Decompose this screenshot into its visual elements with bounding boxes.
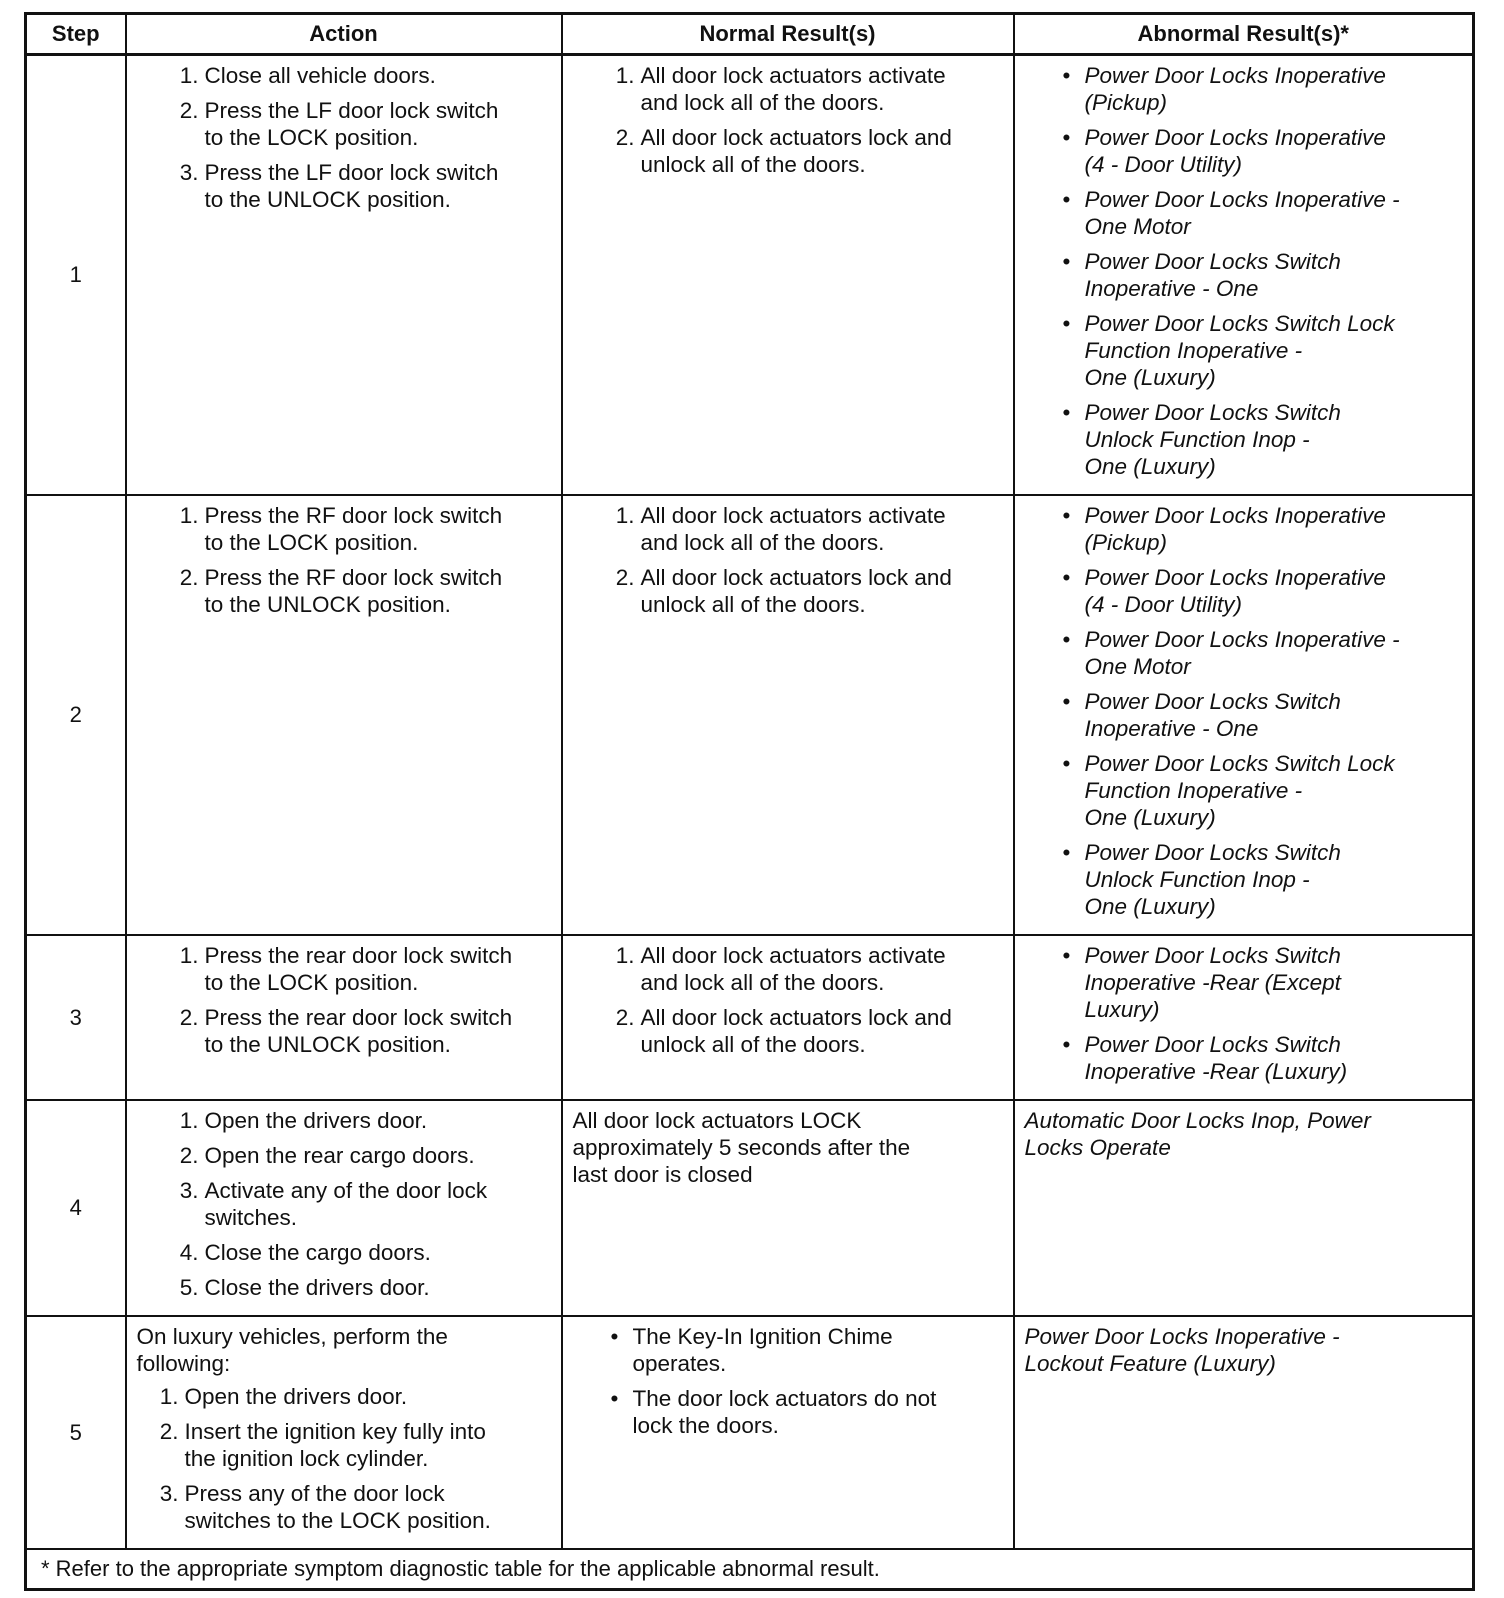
step-number: 4 [26, 1100, 126, 1316]
header-normal: Normal Result(s) [562, 14, 1014, 55]
abnormal-item: • Power Door Locks Switch Unlock Function Inop - One (Luxury) [1062, 400, 1341, 479]
action-item: 1. Open the drivers door. [179, 1108, 428, 1133]
action-item: 3. Press the LF door lock switch to the UNLOCK position. [179, 160, 499, 212]
abnormal-text: Automatic Door Locks Inop, Power Locks Operate [1024, 1108, 1371, 1160]
action-item: 1. Press the RF door lock switch to the LOCK position. [179, 503, 503, 555]
normal-item: 2. All door lock actuators lock and unlock all of the doors. [615, 565, 952, 617]
abnormal-item: • Power Door Locks Inoperative - One Motor [1062, 187, 1400, 239]
normal-item: 2. All door lock actuators lock and unlock all of the doors. [615, 1005, 952, 1057]
abnormal-item: • Power Door Locks Inoperative (Pickup) [1062, 63, 1386, 115]
normal-result-cell [562, 935, 1014, 1100]
action-item: 1. Press the rear door lock switch to the LOCK position. [179, 943, 513, 995]
action-item: 1. Close all vehicle doors. [179, 63, 436, 88]
abnormal-item: • Power Door Locks Inoperative (4 - Door Utility) [1062, 565, 1386, 617]
action-cell [126, 1316, 562, 1549]
header-abnormal: Abnormal Result(s)* [1014, 14, 1474, 55]
normal-item: • The Key-In Ignition Chime operates. [610, 1324, 893, 1376]
normal-result-cell [562, 55, 1014, 496]
action-item: 2. Open the rear cargo doors. [179, 1143, 475, 1168]
header-action: Action [126, 14, 562, 55]
header-step: Step [26, 14, 126, 55]
abnormal-text: Power Door Locks Inoperative - Lockout Feature (Luxury) [1024, 1324, 1340, 1376]
normal-item: 1. All door lock actuators activate and lock all of the doors. [615, 503, 946, 555]
action-item: 3. Press any of the door lock switches to the LOCK position. [159, 1481, 491, 1533]
abnormal-item: • Power Door Locks Switch Inoperative - One [1062, 249, 1341, 301]
table-row [26, 1316, 1474, 1549]
normal-item: • The door lock actuators do not lock the doors. [610, 1386, 937, 1438]
normal-text: All door lock actuators LOCK approximately 5 seconds after the last door is closed [572, 1108, 911, 1187]
abnormal-result-cell [1014, 55, 1474, 496]
action-item: 5. Close the drivers door. [179, 1275, 430, 1300]
action-item: 4. Close the cargo doors. [179, 1240, 431, 1265]
footnote: * Refer to the appropriate symptom diagnostic table for the applicable abnormal result. [26, 1549, 1474, 1590]
abnormal-item: • Power Door Locks Switch Inoperative - One [1062, 689, 1341, 741]
action-item: 2. Insert the ignition key fully into the ignition lock cylinder. [159, 1419, 486, 1471]
abnormal-item: • Power Door Locks Inoperative (Pickup) [1062, 503, 1386, 555]
normal-item: 1. All door lock actuators activate and lock all of the doors. [615, 63, 946, 115]
header-row [26, 14, 1474, 55]
table-row [26, 1100, 1474, 1316]
action-cell [126, 495, 562, 935]
abnormal-result-cell [1014, 935, 1474, 1100]
normal-result-cell [562, 1100, 1014, 1316]
step-number: 2 [26, 495, 126, 935]
action-item: 2. Press the LF door lock switch to the LOCK position. [179, 98, 499, 150]
diagnostic-table [24, 12, 1475, 1591]
action-item: 2. Press the RF door lock switch to the UNLOCK position. [179, 565, 503, 617]
table-row [26, 495, 1474, 935]
table-row [26, 935, 1474, 1100]
normal-result-cell [562, 1316, 1014, 1549]
action-cell [126, 55, 562, 496]
action-intro: On luxury vehicles, perform the following: [136, 1324, 448, 1376]
abnormal-result-cell [1014, 1100, 1474, 1316]
action-item: 2. Press the rear door lock switch to the UNLOCK position. [179, 1005, 513, 1057]
action-cell [126, 1100, 562, 1316]
abnormal-item: • Power Door Locks Switch Inoperative -Rear (Luxury) [1062, 1032, 1348, 1084]
step-number: 3 [26, 935, 126, 1100]
abnormal-item: • Power Door Locks Inoperative (4 - Door Utility) [1062, 125, 1386, 177]
abnormal-item: • Power Door Locks Inoperative - One Motor [1062, 627, 1400, 679]
table-row [26, 55, 1474, 496]
normal-item: 1. All door lock actuators activate and lock all of the doors. [615, 943, 946, 995]
normal-result-cell [562, 495, 1014, 935]
abnormal-result-cell [1014, 495, 1474, 935]
footnote-row [26, 1549, 1474, 1590]
abnormal-item: • Power Door Locks Switch Lock Function Inoperative - One (Luxury) [1062, 311, 1395, 390]
action-item: 1. Open the drivers door. [159, 1384, 408, 1409]
normal-item: 2. All door lock actuators lock and unlock all of the doors. [615, 125, 952, 177]
abnormal-item: • Power Door Locks Switch Inoperative -Rear (Except Luxury) [1062, 943, 1341, 1022]
step-number: 1 [26, 55, 126, 496]
step-number: 5 [26, 1316, 126, 1549]
action-item: 3. Activate any of the door lock switches. [179, 1178, 488, 1230]
abnormal-item: • Power Door Locks Switch Unlock Function Inop - One (Luxury) [1062, 840, 1341, 919]
abnormal-item: • Power Door Locks Switch Lock Function Inoperative - One (Luxury) [1062, 751, 1395, 830]
abnormal-result-cell [1014, 1316, 1474, 1549]
action-cell [126, 935, 562, 1100]
